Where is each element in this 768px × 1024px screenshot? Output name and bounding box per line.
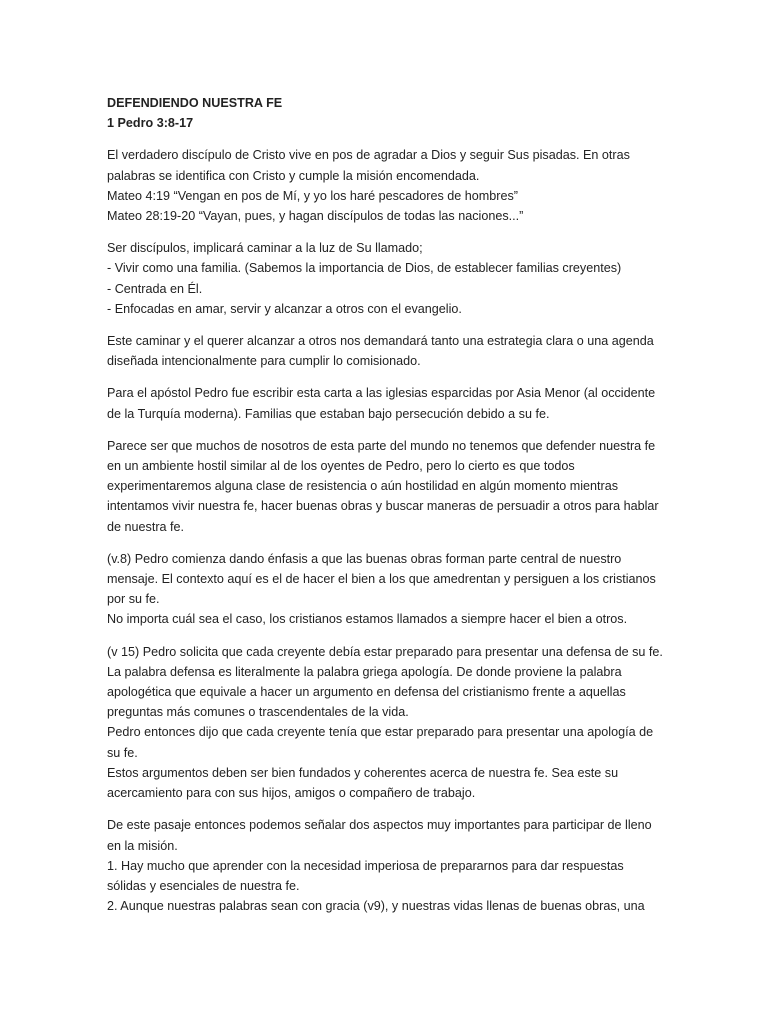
paragraph <box>107 331 663 371</box>
document-page <box>107 93 663 928</box>
paragraph-line: 2. Aunque nuestras palabras sean con gracia (v9), y nuestras vidas llenas de buenas obras, una <box>107 899 645 914</box>
paragraph-line: Mateo 28:19-20 “Vayan, pues, y hagan discípulos de todas las naciones...” <box>107 209 524 224</box>
paragraph <box>107 642 663 804</box>
paragraph-line: Estos argumentos deben ser bien fundados y coherentes acerca de nuestra fe. Sea este su acercamiento para con sus hijos, amigos o compañero de trabajo. <box>107 765 619 801</box>
paragraph-line: 1. Hay mucho que aprender con la necesidad imperiosa de prepararnos para dar respuestas sólidas y esenciales de nuestra fe. <box>107 858 624 893</box>
paragraph-line: - Centrada en Él. <box>107 281 203 296</box>
paragraph <box>107 815 663 916</box>
paragraph-line: De este pasaje entonces podemos señalar dos aspectos muy importantes para participar de lleno en la misión. <box>107 818 652 853</box>
paragraph-line: Pedro entonces dijo que cada creyente tenía que estar preparado para presentar una apología de su fe. <box>107 725 654 760</box>
paragraph-line: El verdadero discípulo de Cristo vive en pos de agradar a Dios y seguir Sus pisadas. En otras palabras se identifica con Cristo y cumple la misión encomendada. <box>107 148 630 183</box>
document-title: DEFENDIENDO NUESTRA FE <box>107 96 283 110</box>
paragraph-line: (v.8) Pedro comienza dando énfasis a que las buenas obras forman parte central de nuestro mensaje. El contexto aquí es el de hacer el bien a los que amedrentan y persiguen a los cristianos por su fe. <box>107 551 656 607</box>
paragraph-line: Mateo 4:19 “Vengan en pos de Mí, y yo los haré pescadores de hombres” <box>107 188 518 203</box>
paragraph <box>107 549 663 630</box>
paragraph-line: - Vivir como una familia. (Sabemos la importancia de Dios, de establecer familias creyentes) <box>107 261 622 276</box>
paragraph-line: Ser discípulos, implicará caminar a la luz de Su llamado; <box>107 241 423 256</box>
paragraph-line: - Enfocadas en amar, servir y alcanzar a otros con el evangelio. <box>107 301 462 316</box>
paragraph-line: Para el apóstol Pedro fue escribir esta carta a las iglesias esparcidas por Asia Menor (al occidente de la Turquía moderna). Familias que estaban bajo persecución debido a su fe. <box>107 386 656 421</box>
paragraph-line: Parece ser que muchos de nosotros de esta parte del mundo no tenemos que defender nuestra fe en un ambiente hostil similar al de los oyentes de Pedro, pero lo cierto es que todos experimentaremos alguna clase de resistencia o aún hostilidad en algún momento mientras intentamos vivir nuestra fe, hacer buenas obras y buscar maneras de persuadir a otros para hablar de nuestra fe. <box>107 438 659 534</box>
paragraph-line: Este caminar y el querer alcanzar a otros nos demandará tanto una estrategia clara o una agenda diseñada intencionalmente para cumplir lo comisionado. <box>107 334 654 369</box>
paragraph <box>107 238 663 319</box>
paragraph <box>107 145 663 226</box>
paragraph <box>107 436 663 537</box>
paragraph-line: (v 15) Pedro solicita que cada creyente debía estar preparado para presentar una defensa de su fe. La palabra defensa es literalmente la palabra griega apología. De donde proviene la palabra apologética que equivale a hacer un argumento en defensa del cristianismo frente a aquellas preguntas más comunes o trascendentales de la vida. <box>107 644 663 720</box>
paragraph <box>107 383 663 423</box>
scripture-reference: 1 Pedro 3:8-17 <box>107 116 194 131</box>
document-header <box>107 93 663 133</box>
paragraph-line: No importa cuál sea el caso, los cristianos estamos llamados a siempre hacer el bien a otros. <box>107 612 628 627</box>
